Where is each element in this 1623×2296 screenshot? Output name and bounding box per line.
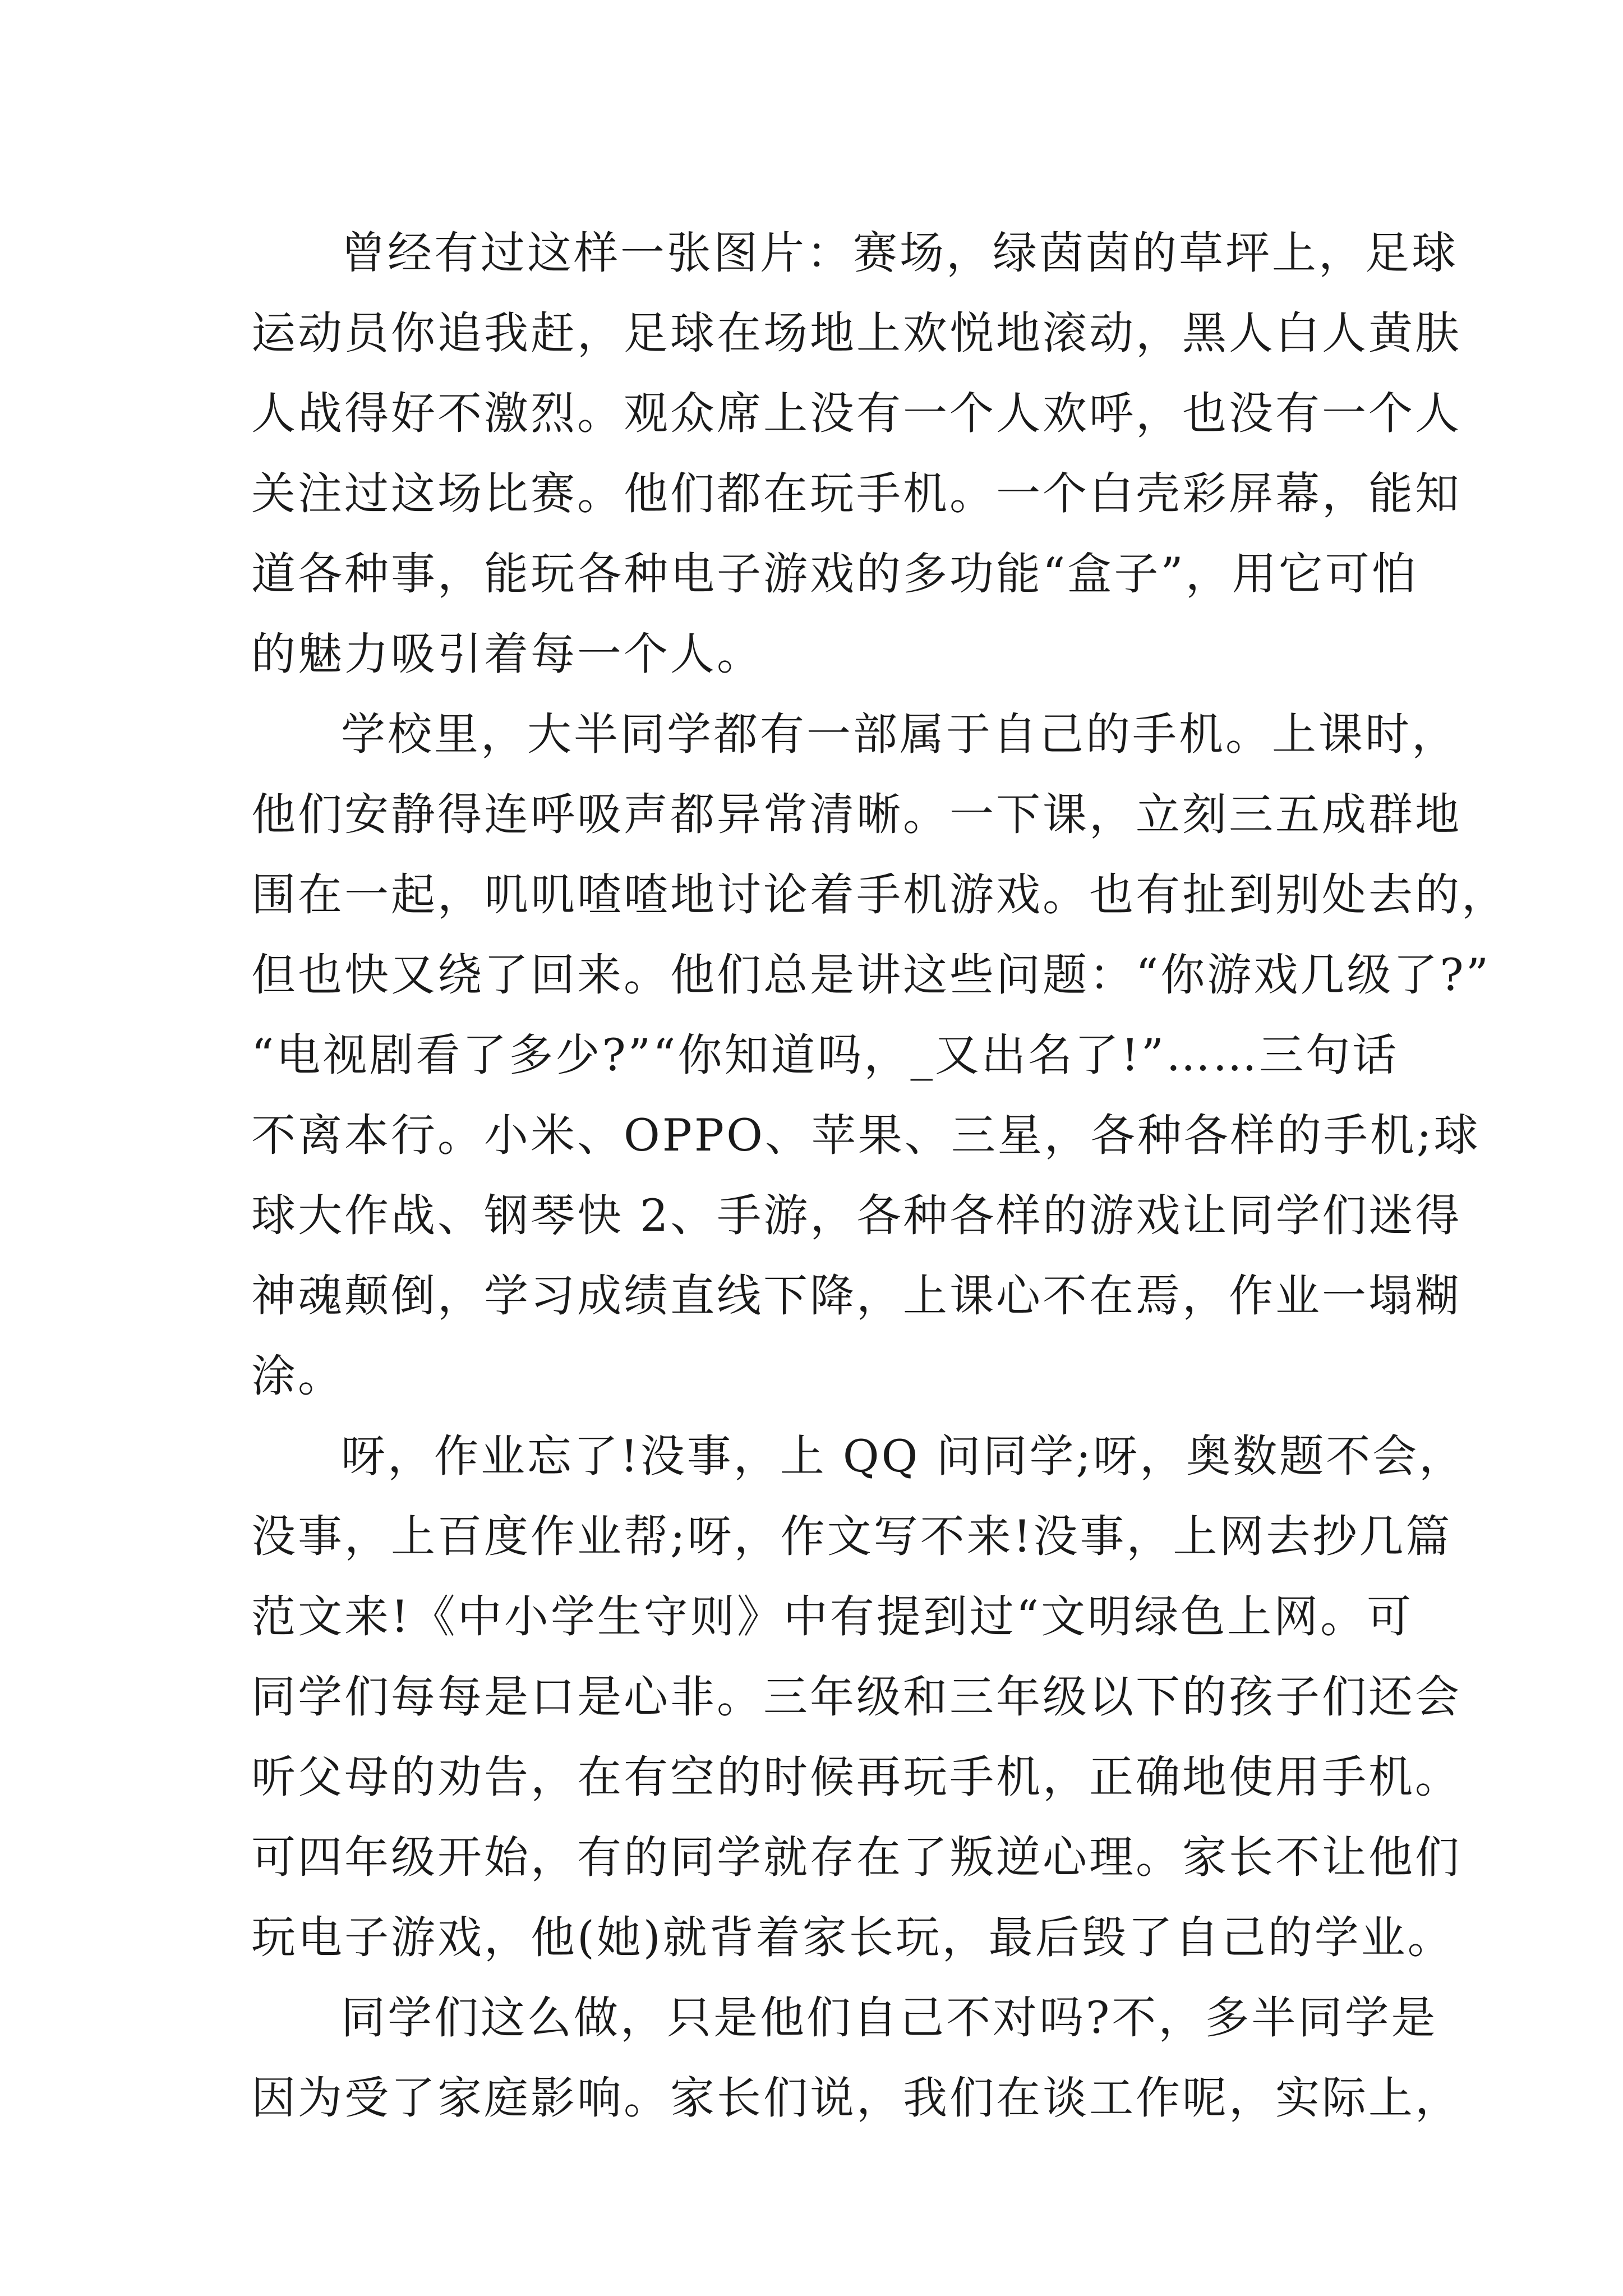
text-line: 运动员你追我赶，足球在场地上欢悦地滚动，黑人白人黄肤 <box>251 307 1461 359</box>
text-line: 学校里，大半同学都有一部属于自己的手机。上课时， <box>341 708 1458 760</box>
text-line: “电视剧看了多少?”“你知道吗，_又出名了!”……三句话 <box>251 1029 1399 1081</box>
text-line: 呀，作业忘了!没事，上 QQ 问同学;呀，奥数题不会， <box>341 1430 1466 1482</box>
text-line: 球大作战、钢琴快 2、手游，各种各样的游戏让同学们迷得 <box>251 1190 1462 1241</box>
text-line: 但也快又绕了回来。他们总是讲这些问题：“你游戏几级了?” <box>251 949 1491 1001</box>
text-line: 道各种事，能玩各种电子游戏的多功能“盒子”，用它可怕 <box>251 548 1418 600</box>
text-line: 不离本行。小米、OPPO、苹果、三星，各种各样的手机;球 <box>251 1110 1481 1161</box>
text-line: 可四年级开始，有的同学就存在了叛逆心理。家长不让他们 <box>251 1832 1461 1883</box>
text-line: 围在一起，叽叽喳喳地讨论着手机游戏。也有扯到别处去的， <box>251 869 1508 921</box>
text-line: 的魅力吸引着每一个人。 <box>251 628 763 680</box>
text-line: 玩电子游戏，他(她)就背着家长玩，最后毁了自己的学业。 <box>251 1912 1454 1963</box>
body-text <box>251 213 1508 2138</box>
text-line: 神魂颠倒，学习成绩直线下降，上课心不在焉，作业一塌糊 <box>251 1270 1461 1322</box>
text-line: 关注过这场比赛。他们都在玩手机。一个白壳彩屏幕，能知 <box>251 468 1461 519</box>
text-line: 曾经有过这样一张图片：赛场，绿茵茵的草坪上，足球 <box>341 227 1458 279</box>
text-line: 因为受了家庭影响。家长们说，我们在谈工作呢，实际上， <box>251 2072 1461 2124</box>
text-line: 听父母的劝告，在有空的时候再玩手机，正确地使用手机。 <box>251 1751 1461 1803</box>
text-line: 同学们每每是口是心非。三年级和三年级以下的孩子们还会 <box>251 1671 1461 1723</box>
text-line: 人战得好不激烈。观众席上没有一个人欢呼，也没有一个人 <box>251 388 1461 439</box>
text-line: 他们安静得连呼吸声都异常清晰。一下课，立刻三五成群地 <box>251 789 1461 840</box>
text-line: 范文来!《中小学生守则》中有提到过“文明绿色上网。可 <box>251 1591 1414 1642</box>
text-line: 同学们这么做，只是他们自己不对吗?不，多半同学是 <box>341 1992 1438 2044</box>
text-line: 没事，上百度作业帮;呀，作文写不来!没事，上网去抄几篇 <box>251 1511 1453 1562</box>
text-line: 涂。 <box>251 1350 344 1402</box>
